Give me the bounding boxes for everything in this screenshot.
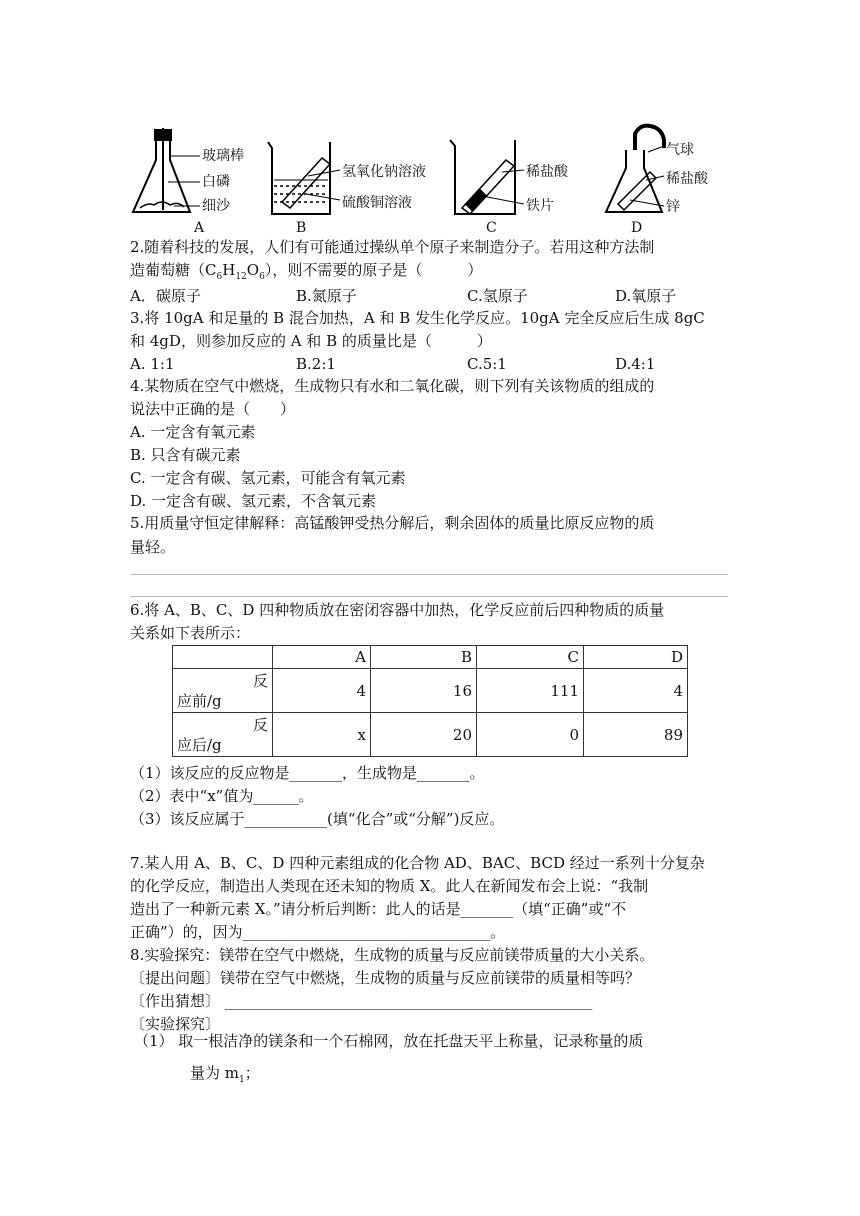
row-label: 反 应后/g — [173, 713, 273, 757]
caption-d: D — [631, 220, 643, 236]
callout-iron-sheet: 铁片 — [526, 198, 554, 214]
q4-option-b: B. 只含有碳元素 — [130, 446, 241, 464]
beaker-c-icon — [450, 140, 524, 214]
callout-fine-sand: 细沙 — [202, 198, 230, 214]
beaker-b-icon — [268, 142, 340, 214]
q7-line1: 7.某人用 A、B、C、D 四种元素组成的化合物 AD、BAC、BCD 经过一系列十分复杂 — [130, 854, 705, 872]
table-header-cell: C — [477, 646, 584, 669]
table-row — [173, 713, 688, 757]
q7-line2: 的化学反应，制造出人类现在还未知的物质 X。此人在新闻发布会上说：“我制 — [130, 877, 649, 895]
table-cell: 16 — [371, 669, 477, 713]
callout-dilute-hcl-c: 稀盐酸 — [526, 164, 568, 180]
q3-line1: 3.将 10gA 和足量的 B 混合加热，A 和 B 发生化学反应。10gA 完全反应后生成 8gC — [130, 309, 705, 327]
q5-line2: 量轻。 — [130, 538, 176, 556]
flask-a-icon — [133, 128, 200, 212]
q8-line1: 8.实验探究：镁带在空气中燃烧，生成物的质量与反应前镁带质量的大小关系。 — [130, 946, 655, 964]
table-cell: 0 — [477, 713, 584, 757]
flask-d-icon — [606, 126, 664, 212]
row-label: 反 应前/g — [173, 669, 273, 713]
q2-option-d: D.氧原子 — [615, 287, 677, 305]
q4-line1: 4.某物质在空气中燃烧，生成物只有水和二氧化碳，则下列有关该物质的组成的 — [130, 377, 655, 395]
q6-sub1: （1）该反应的反应物是_______，生成物是_______。 — [130, 764, 485, 782]
q2-line2: 造葡萄糖$(C_6H_{12}O_6)$，则不需要的原子是（ ） — [130, 261, 483, 282]
q4-option-c: C. 一定含有碳、氢元素，可能含有氧元素 — [130, 469, 406, 487]
callout-dilute-hcl-d: 稀盐酸 — [666, 171, 708, 187]
q6-line1: 6.将 A、B、C、D 四种物质放在密闭容器中加热，化学反应前后四种物质的质量 — [130, 601, 665, 619]
table-cell: 4 — [584, 669, 688, 713]
q2-option-c: C.氢原子 — [467, 287, 528, 305]
table-cell: 111 — [477, 669, 584, 713]
callout-white-phosphorus: 白磷 — [202, 174, 230, 190]
q4-option-a: A. 一定含有氧元素 — [130, 423, 256, 441]
callout-cuso4-solution: 硫酸铜溶液 — [342, 195, 412, 211]
q3-option-a: A. 1:1 — [130, 355, 175, 373]
q3-option-d: D.4:1 — [615, 355, 656, 373]
q4-option-d: D. 一定含有碳、氢元素，不含氧元素 — [130, 492, 377, 510]
answer-line-1 — [130, 574, 728, 575]
caption-c: C — [486, 220, 497, 236]
table-cell: 89 — [584, 713, 688, 757]
table-row — [173, 669, 688, 713]
q6-line2: 关系如下表所示： — [130, 624, 251, 642]
answer-line-2 — [130, 596, 728, 597]
q8-line2: 〔提出问题〕镁带在空气中燃烧，生成物的质量与反应前镁带的质量相等吗？ — [130, 969, 641, 987]
table-cell: 4 — [273, 669, 371, 713]
callout-zinc: 锌 — [666, 199, 680, 215]
apparatus-figure — [0, 120, 860, 230]
q8-line3: 〔作出猜想〕 _________________________________________________ — [130, 992, 593, 1010]
q2-line1: 2.随着科技的发展，人们有可能通过操纵单个原子来制造分子。若用这种方法制 — [130, 238, 655, 256]
callout-glass-rod: 玻璃棒 — [202, 148, 244, 164]
callout-naoh-solution: 氢氧化钠溶液 — [342, 164, 426, 180]
table-header-cell: B — [371, 646, 477, 669]
q7-line3: 造出了一种新元素 X。”请分析后判断：此人的话是_______（填“正确”或“不 — [130, 900, 627, 918]
table-header-row — [173, 646, 688, 669]
q3-line2: 和 4gD，则参加反应的 A 和 B 的质量比是（ ） — [130, 332, 492, 350]
q5-line1: 5.用质量守恒定律解释：高锰酸钾受热分解后，剩余固体的质量比原反应物的质 — [130, 514, 655, 532]
caption-a: A — [194, 220, 205, 236]
q8-step1-line1: （1） 取一根洁净的镁条和一个石棉网，放在托盘天平上称量，记录称量的质 — [134, 1032, 644, 1050]
callout-balloon: 气球 — [666, 142, 694, 158]
table-header-cell: A — [273, 646, 371, 669]
q6-sub3: （3）该反应属于___________(填“化合”或“分解”)反应。 — [130, 810, 505, 828]
q3-option-b: B.2:1 — [296, 355, 336, 373]
q3-option-c: C.5:1 — [467, 355, 507, 373]
q6-sub2: （2）表中“x”值为______。 — [130, 787, 314, 805]
q8-line4: 〔实验探究〕 — [130, 1015, 221, 1033]
q2-option-a: A．碳原子 — [130, 287, 201, 305]
table-cell: 20 — [371, 713, 477, 757]
table-header-cell — [173, 646, 273, 669]
q2-option-b: B.氮原子 — [296, 287, 357, 305]
table-header-cell: D — [584, 646, 688, 669]
table-cell: x — [273, 713, 371, 757]
mass-table — [172, 645, 688, 757]
q7-line4: 正确”）的，因为_________________________________。 — [130, 923, 506, 941]
caption-b: B — [296, 220, 307, 236]
q8-step1-line2: 量为 $m_1$； — [190, 1064, 260, 1085]
q4-line2: 说法中正确的是（ ） — [130, 400, 296, 418]
